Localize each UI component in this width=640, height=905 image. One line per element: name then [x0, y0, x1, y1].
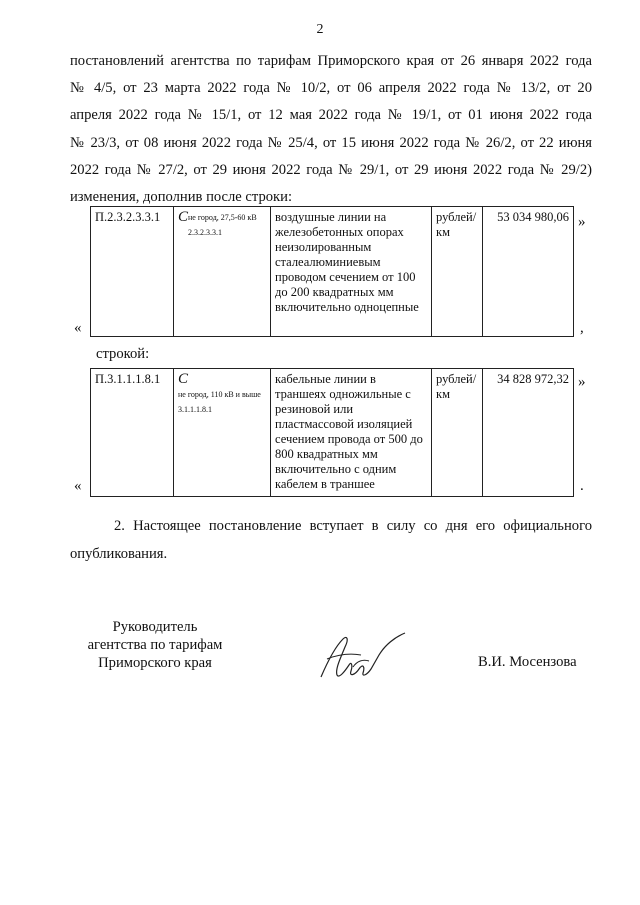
- formula-subscript: 3.1.1.1.8.1: [178, 405, 212, 414]
- intro-line: № 4/5, от 23 марта 2022 года № 10/2, от 06 апреля 2022 года № 13/2, от 20: [70, 80, 592, 97]
- page-number: 2: [316, 22, 324, 37]
- paragraph-line: 2. Настоящее постановление вступает в силу со дня его официального: [114, 518, 592, 534]
- formula-superscript: не город, 110 кВ и выше: [178, 390, 261, 399]
- signatory-title-line: агентства по тарифам: [87, 637, 223, 653]
- open-quote: «: [74, 478, 82, 494]
- signatory-name: В.И. Мосензова: [478, 654, 577, 670]
- tariff-description: кабельные линии в траншеях одножильные с резиновой или пластмассовой изоляцией сечением провода от 500 до 800 квадратных мм включительно с одним кабелем в траншее: [271, 369, 432, 497]
- substitution-label: строкой:: [96, 346, 150, 362]
- signatory-title: [70, 618, 240, 672]
- intro-line: постановлений агентства по тарифам Приморского края от 26 января 2022 года: [70, 53, 592, 69]
- effective-date-paragraph: [70, 512, 592, 568]
- formula-superscript: не город, 27,5-60 кВ: [188, 213, 257, 222]
- row-trailing-punct: ,: [580, 320, 584, 336]
- row-trailing-punct: .: [580, 478, 584, 494]
- close-quote: »: [578, 214, 586, 230]
- tariff-value: 53 034 980,06: [483, 207, 574, 337]
- intro-line: изменения, дополнив после строки:: [70, 189, 293, 206]
- formula-symbol: C: [178, 209, 189, 225]
- signatory-title-line: Руководитель: [112, 619, 198, 635]
- paragraph-line: опубликования.: [70, 546, 168, 562]
- intro-paragraph: [70, 48, 592, 211]
- signatory-title-line: Приморского края: [98, 655, 212, 671]
- intro-line: апреля 2022 года № 15/1, от 12 мая 2022 года № 19/1, от 01 июня 2022 года: [70, 107, 592, 124]
- tariff-code: П.3.1.1.1.8.1: [91, 369, 174, 497]
- tariff-table-new: [90, 368, 574, 497]
- tariff-unit: рублей/ км: [432, 369, 483, 497]
- formula-symbol: C: [178, 371, 189, 387]
- tariff-description: воздушные линии на железобетонных опорах неизолированным сталеалюминиевым проводом сечением от 100 до 200 квадратных мм включительно одноцепные: [271, 207, 432, 337]
- formula-subscript: 2.3.2.3.3.1: [188, 228, 223, 237]
- handwritten-signature: [313, 625, 408, 687]
- tariff-unit: рублей/ км: [432, 207, 483, 337]
- tariff-table-old: [90, 206, 574, 337]
- tariff-row-old: [70, 206, 600, 346]
- intro-line: № 23/3, от 08 июня 2022 года № 25/4, от 15 июня 2022 года № 26/2, от 22 июня: [70, 134, 592, 151]
- tariff-formula: [174, 369, 271, 497]
- tariff-formula: [174, 207, 271, 337]
- tariff-value: 34 828 972,32: [483, 369, 574, 497]
- close-quote: »: [578, 374, 586, 390]
- tariff-row-new: [70, 368, 600, 498]
- open-quote: «: [74, 320, 82, 336]
- tariff-code: П.2.3.2.3.3.1: [91, 207, 174, 337]
- intro-line: 2022 года № 27/2, от 29 июня 2022 года № 29/1, от 29 июня 2022 года № 29/2): [70, 161, 592, 178]
